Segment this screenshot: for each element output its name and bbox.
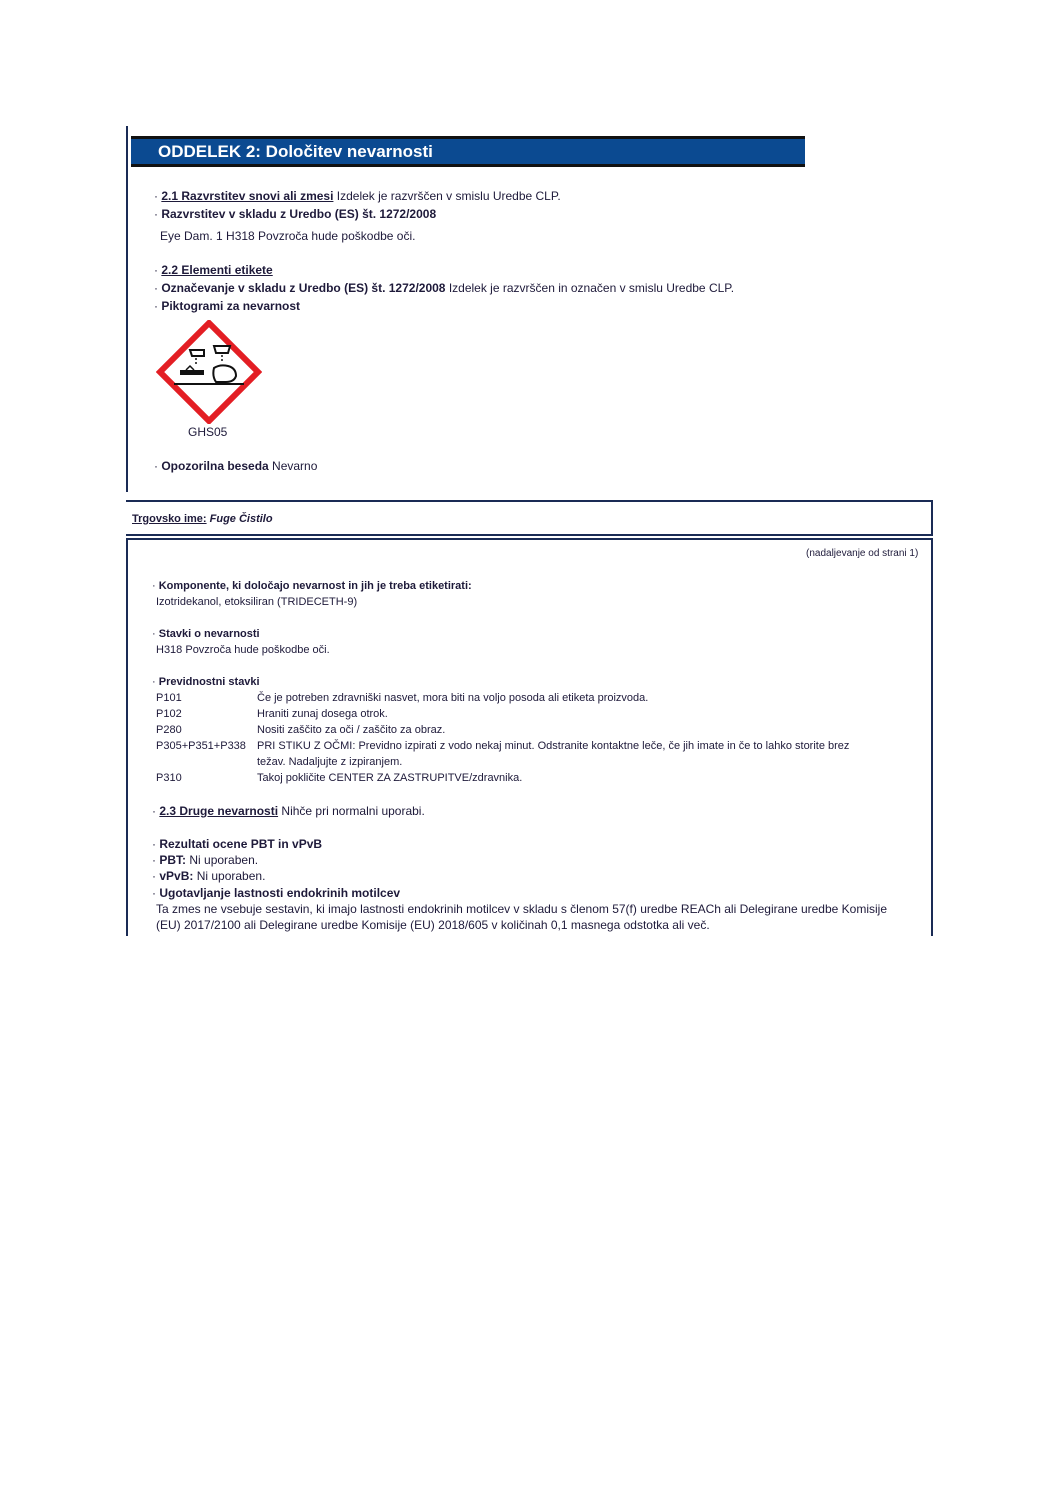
p-code: P305+P351+P338 [156, 740, 246, 752]
content-box-top [126, 538, 933, 540]
bullet: · [152, 676, 156, 688]
trade-box-right [931, 500, 933, 536]
pbt-value: Ni uporaben. [189, 853, 259, 867]
trade-name-label: Trgovsko ime: [132, 513, 207, 525]
bullet: · [152, 628, 156, 640]
section-2-1-title: 2.1 Razvrstitev snovi ali zmesi [161, 189, 334, 203]
signal-word-line [154, 458, 317, 475]
endocrine-title: Ugotavljanje lastnosti endokrinih motilcev [159, 886, 401, 900]
endocrine-text-line-1: Ta zmes ne vsebuje sestavin, ki imajo lastnosti endokrinih motilcev v skladu s členom 57(f) uredbe REACh ali Delegirane uredbe Komisije [156, 902, 888, 916]
bullet: · [154, 281, 158, 295]
pbt-heading [152, 836, 322, 853]
content-box-right [931, 538, 933, 936]
trade-box-top [126, 500, 933, 502]
bullet: · [154, 263, 158, 277]
bullet: · [154, 189, 158, 203]
labelling-title: Označevanje v skladu z Uredbo (ES) št. 1272/2008 [161, 281, 446, 295]
ghs05-corrosion-icon [156, 320, 262, 424]
p-text: PRI STIKU Z OČMI: Previdno izpirati z vodo nekaj minut. Odstranite kontaktne leče, če jih imate in če to lahko storite brez [257, 740, 850, 752]
labelling-text: Izdelek je razvrščen in označen v smislu Uredbe CLP. [448, 281, 735, 295]
left-rule-bottom [126, 538, 128, 936]
section-title: ODDELEK 2: Določitev nevarnosti [158, 142, 433, 161]
bullet: · [152, 804, 156, 818]
p-text-continued: težav. Nadaljujte z izpiranjem. [257, 756, 403, 768]
hazard-statements-title: Stavki o nevarnosti [158, 628, 260, 640]
trade-box-bottom [126, 534, 933, 536]
components-text: Izotridekanol, etoksiliran (TRIDECETH-9) [156, 596, 358, 608]
classification-heading [154, 206, 436, 223]
signal-word-title: Opozorilna beseda [161, 459, 269, 473]
classification-title: Razvrstitev v skladu z Uredbo (ES) št. 1272/2008 [161, 207, 437, 221]
left-rule-top [126, 126, 128, 492]
vpvb-label: vPvB: [159, 869, 194, 883]
pictogram-code: GHS05 [188, 425, 228, 439]
pictograms-title: Piktogrami za nevarnost [161, 299, 301, 313]
section-2-2 [154, 262, 273, 279]
section-2-3-title: 2.3 Druge nevarnosti [159, 804, 279, 818]
vpvb-value: Ni uporaben. [196, 869, 266, 883]
endocrine-text-line-2: (EU) 2017/2100 ali Delegirane uredbe Komisije (EU) 2018/605 v količinah 0,1 masnega odstotka ali več. [156, 918, 710, 932]
section-2-1 [154, 188, 561, 205]
bullet: · [152, 869, 156, 883]
eye-dam-line: Eye Dam. 1 H318 Povzroča hude poškodbe oči. [160, 229, 416, 243]
hazard-statement-h318: H318 Povzroča hude poškodbe oči. [156, 644, 330, 656]
hazard-statements-heading [152, 626, 260, 642]
p-text: Če je potreben zdravniški nasvet, mora biti na voljo posoda ali etiketa proizvoda. [257, 692, 649, 704]
p-code: P280 [156, 724, 182, 736]
labelling-line [154, 280, 734, 297]
p-text: Hraniti zunaj dosega otrok. [257, 708, 388, 720]
signal-word-value: Nevarno [272, 459, 318, 473]
section-2-2-title: 2.2 Elementi etikete [161, 263, 273, 277]
p-code: P310 [156, 772, 182, 784]
bullet: · [154, 207, 158, 221]
pbt-label: PBT: [159, 853, 187, 867]
components-heading [152, 578, 472, 594]
pbt-line [152, 852, 258, 869]
section-2-3 [152, 803, 425, 820]
section-2-1-text: Izdelek je razvrščen v smislu Uredbe CLP. [336, 189, 561, 203]
section-2-3-text: Nihče pri normalni uporabi. [281, 804, 425, 818]
p-code: P101 [156, 692, 182, 704]
precautionary-heading [152, 674, 260, 690]
endocrine-heading [152, 885, 400, 902]
p-text: Nositi zaščito za oči / zaščito za obraz. [257, 724, 446, 736]
bullet: · [154, 459, 158, 473]
trade-name-line [132, 511, 273, 527]
bullet: · [152, 853, 156, 867]
vpvb-line [152, 868, 265, 885]
bullet: · [154, 299, 158, 313]
pbt-title: Rezultati ocene PBT in vPvB [159, 837, 323, 851]
bullet: · [152, 886, 156, 900]
bullet: · [152, 837, 156, 851]
continuation-note: (nadaljevanje od strani 1) [806, 548, 919, 559]
section-header [131, 136, 805, 167]
bullet: · [152, 580, 156, 592]
components-title: Komponente, ki določajo nevarnost in jih je treba etiketirati: [158, 580, 472, 592]
pictograms-heading [154, 298, 300, 315]
precautionary-title: Previdnostni stavki [158, 676, 260, 688]
trade-name-value: Fuge Čistilo [209, 513, 273, 525]
p-text: Takoj pokličite CENTER ZA ZASTRUPITVE/zdravnika. [257, 772, 523, 784]
p-code: P102 [156, 708, 182, 720]
